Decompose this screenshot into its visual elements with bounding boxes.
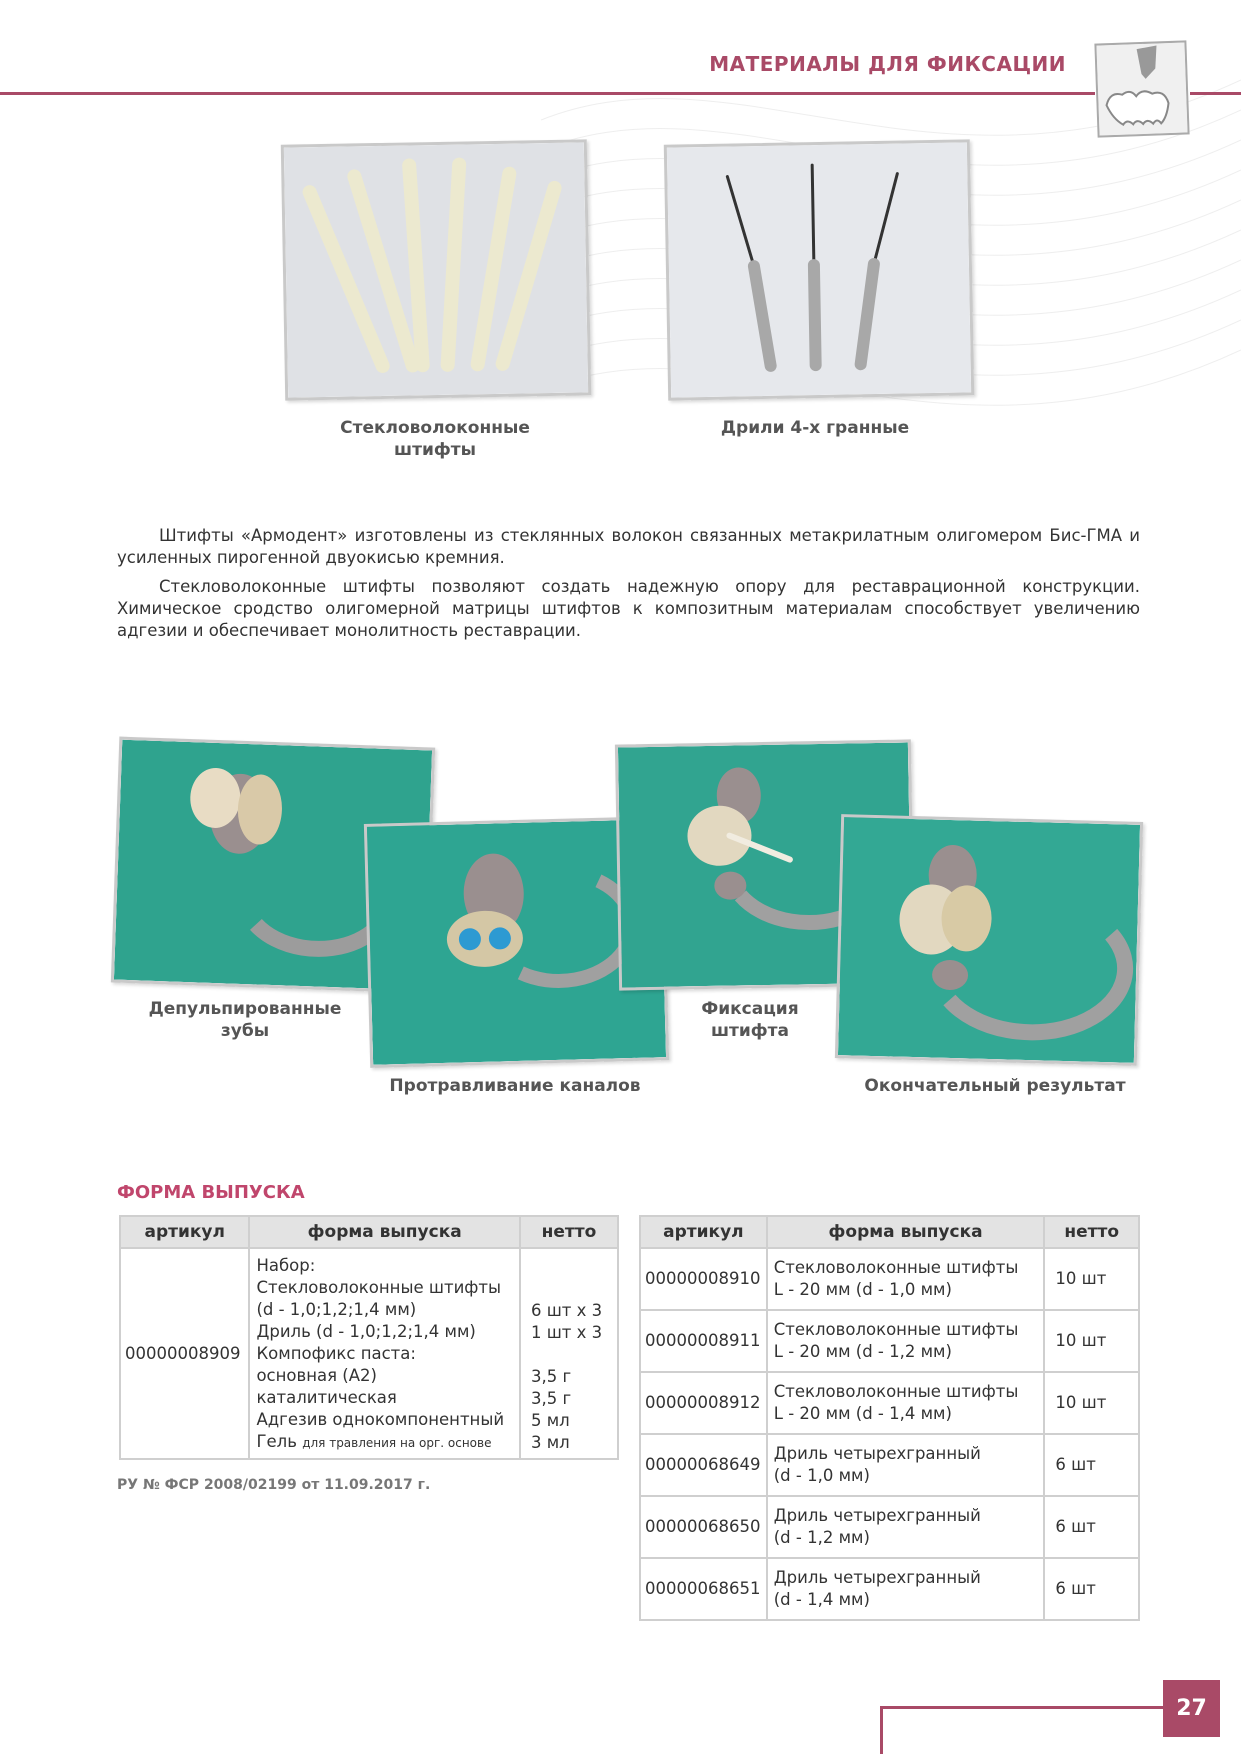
net-cell: 10 шт xyxy=(1044,1248,1139,1310)
form-line-main: Гель xyxy=(256,1432,297,1451)
article-cell: 00000008912 xyxy=(640,1372,767,1434)
net-line xyxy=(531,1278,611,1300)
caption-step-4: Окончательный результат xyxy=(864,1076,1126,1096)
column-header: артикул xyxy=(640,1216,767,1248)
table-row xyxy=(640,1558,1139,1620)
table-header-row xyxy=(640,1216,1139,1248)
tooth-icon xyxy=(1094,40,1189,137)
caption-line: Фиксация xyxy=(701,999,799,1019)
form-line: Дриль четырехгранный xyxy=(773,1568,981,1587)
kit-table xyxy=(119,1215,619,1460)
column-header: нетто xyxy=(520,1216,618,1248)
paragraph: Штифты «Армодент» изготовлены из стеклянных волокон связанных метакрилатным олигомером Бис-ГМА и усиленных пирогенной двуокисью кремния. xyxy=(117,526,1140,567)
section-title: ФОРМА ВЫПУСКА xyxy=(117,1182,305,1203)
net-cell: 6 шт xyxy=(1044,1558,1139,1620)
form-cell xyxy=(249,1248,520,1459)
article-cell: 00000008911 xyxy=(640,1310,767,1372)
caption-drills: Дрили 4-х гранные xyxy=(720,418,910,438)
table-header-row xyxy=(120,1216,618,1248)
net-cell xyxy=(520,1248,618,1459)
column-header: форма выпуска xyxy=(249,1216,520,1248)
net-line: 1 шт х 3 xyxy=(530,1322,603,1342)
form-line: основная (А2) xyxy=(256,1366,377,1385)
table-row xyxy=(640,1248,1139,1310)
form-line: Дриль четырехгранный xyxy=(773,1444,981,1463)
article-cell: 00000068651 xyxy=(640,1558,767,1620)
form-line: (d - 1,0;1,2;1,4 мм) xyxy=(256,1300,417,1319)
registration-note: РУ № ФСР 2008/02199 от 11.09.2017 г. xyxy=(117,1477,431,1493)
form-cell xyxy=(767,1310,1045,1372)
article-cell: 00000068650 xyxy=(640,1496,767,1558)
caption-step-3 xyxy=(680,998,820,1042)
article-cell: 00000008909 xyxy=(120,1248,249,1459)
table-row xyxy=(640,1310,1139,1372)
net-line: 3,5 г xyxy=(530,1366,572,1386)
form-line: L - 20 мм (d - 1,4 мм) xyxy=(773,1404,952,1423)
form-line: (d - 1,2 мм) xyxy=(773,1528,870,1547)
header-rule-right xyxy=(1190,92,1241,95)
net-line: 6 шт х 3 xyxy=(530,1300,603,1320)
caption-line: штифта xyxy=(710,1021,789,1041)
table-row xyxy=(640,1496,1139,1558)
caption-line: штифты xyxy=(394,440,476,460)
form-line: Компофикс паста: xyxy=(256,1344,416,1363)
form-cell xyxy=(767,1558,1045,1620)
net-line: 5 мл xyxy=(530,1410,570,1430)
article-cell: 00000008910 xyxy=(640,1248,767,1310)
table-row xyxy=(640,1372,1139,1434)
form-line: Дриль четырехгранный xyxy=(773,1506,981,1525)
footer-rule-vertical xyxy=(880,1706,883,1754)
column-header: нетто xyxy=(1044,1216,1139,1248)
form-line: Стекловолоконные штифты xyxy=(773,1320,1019,1339)
photo-step-4 xyxy=(835,814,1143,1066)
form-cell xyxy=(767,1372,1045,1434)
net-line xyxy=(531,1344,611,1366)
table-row xyxy=(120,1248,618,1459)
photo-drills xyxy=(664,139,974,400)
article-cell: 00000068649 xyxy=(640,1434,767,1496)
form-line: Адгезив однокомпонентный xyxy=(256,1410,505,1429)
products-table xyxy=(639,1215,1140,1621)
caption-step-1 xyxy=(130,998,360,1042)
caption-fiber-posts xyxy=(300,417,570,461)
form-line: каталитическая xyxy=(256,1388,397,1407)
net-cell: 6 шт xyxy=(1044,1434,1139,1496)
net-line: 3 мл xyxy=(530,1432,570,1452)
net-line: 3,5 г xyxy=(530,1388,572,1408)
table-row xyxy=(640,1434,1139,1496)
photo-fiber-posts xyxy=(281,139,591,400)
form-line: Стекловолоконные штифты xyxy=(773,1258,1019,1277)
paragraph: Стекловолоконные штифты позволяют создать надежную опору для реставрационной конструкции. Химическое сродство олигомерной матрицы штифтов к композитным материалам способствует увеличению адгезии и обеспечивает монолитность реставрации. xyxy=(117,577,1140,640)
column-header: артикул xyxy=(120,1216,249,1248)
form-line: Стекловолоконные штифты xyxy=(256,1278,502,1297)
form-line xyxy=(256,1431,513,1454)
caption-line: Стекловолоконные xyxy=(340,418,530,438)
caption-line: Депульпированные xyxy=(148,999,342,1019)
net-cell: 10 шт xyxy=(1044,1372,1139,1434)
form-cell xyxy=(767,1496,1045,1558)
form-line: (d - 1,4 мм) xyxy=(773,1590,870,1609)
net-cell: 6 шт xyxy=(1044,1496,1139,1558)
form-line: L - 20 мм (d - 1,0 мм) xyxy=(773,1280,952,1299)
footer-rule xyxy=(880,1706,1186,1709)
form-cell xyxy=(767,1434,1045,1496)
form-line-note: для травления на орг. основе xyxy=(302,1436,492,1450)
form-line: Набор: xyxy=(256,1256,316,1275)
net-cell: 10 шт xyxy=(1044,1310,1139,1372)
form-cell xyxy=(767,1248,1045,1310)
form-line: (d - 1,0 мм) xyxy=(773,1466,870,1485)
caption-line: зубы xyxy=(220,1021,270,1041)
header-rule xyxy=(0,92,1095,95)
net-line xyxy=(531,1256,611,1278)
caption-step-2: Протравливание каналов xyxy=(389,1076,641,1096)
form-line: L - 20 мм (d - 1,2 мм) xyxy=(773,1342,952,1361)
page-number: 27 xyxy=(1163,1680,1220,1737)
page-section-title: МАТЕРИАЛЫ ДЛЯ ФИКСАЦИИ xyxy=(709,52,1066,76)
form-line: Стекловолоконные штифты xyxy=(773,1382,1019,1401)
column-header: форма выпуска xyxy=(767,1216,1045,1248)
form-line: Дриль (d - 1,0;1,2;1,4 мм) xyxy=(256,1322,476,1341)
